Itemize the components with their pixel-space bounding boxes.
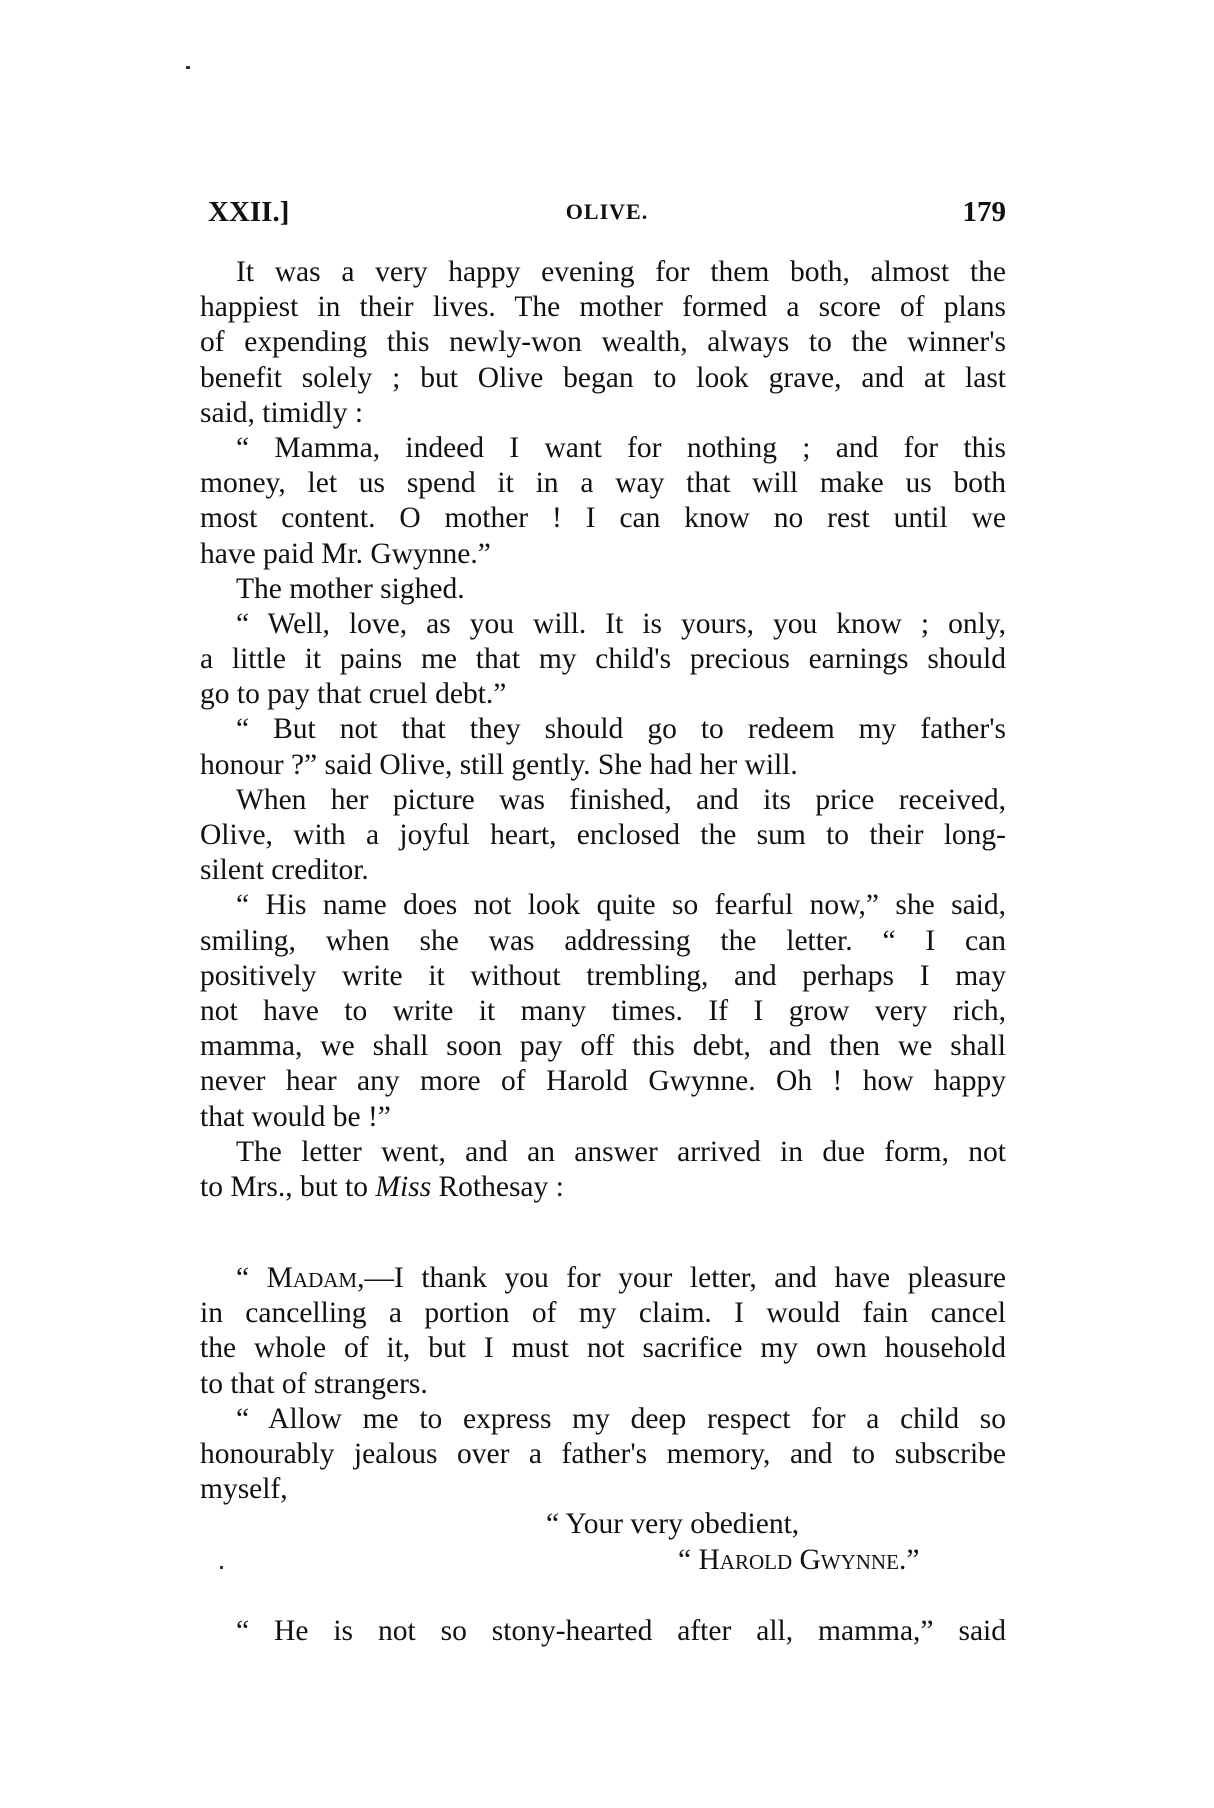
text-line: that would be !” bbox=[200, 1100, 391, 1133]
main-text bbox=[200, 255, 1006, 1205]
text-line: honourably jealous over a father's memory, and to subscribe bbox=[200, 1438, 1006, 1470]
text-line: money, let us spend it in a way that will make us both bbox=[200, 467, 1006, 500]
chapter-number: XXII.] bbox=[208, 196, 290, 228]
text-line: to Mrs., but to Miss Rothesay : bbox=[200, 1170, 564, 1203]
text-line: mamma, we shall soon pay off this debt, and then we shall bbox=[200, 1030, 1006, 1063]
text-line: silent creditor. bbox=[200, 854, 369, 887]
text-line: “ But not that they should go to redeem my father's bbox=[236, 713, 1006, 746]
text-line: smiling, when she was addressing the letter. “ I can bbox=[200, 924, 1006, 957]
text-line: The letter went, and an answer arrived in due form, not bbox=[236, 1135, 1006, 1168]
running-title: OLIVE. bbox=[565, 199, 649, 224]
text-line: “ His name does not look quite so fearful now,” she said, bbox=[236, 889, 1006, 922]
text-line: honour ?” said Olive, still gently. She had her will. bbox=[200, 748, 798, 781]
text-line: go to pay that cruel debt.” bbox=[200, 678, 507, 711]
text-line: of expending this newly-won wealth, always to the winner's bbox=[200, 326, 1006, 359]
text-line: in cancelling a portion of my claim. I would fain cancel bbox=[200, 1297, 1006, 1330]
spacer bbox=[200, 1205, 1006, 1261]
text-line: most content. O mother ! I can know no rest until we bbox=[200, 502, 1006, 535]
text-line: “ Mamma, indeed I want for nothing ; and for this bbox=[236, 431, 1006, 464]
margin-speck bbox=[186, 66, 190, 69]
text-line: “ Allow me to express my deep respect for a child so bbox=[236, 1402, 1006, 1435]
text-line: benefit solely ; but Olive began to look grave, and at last bbox=[200, 361, 1006, 394]
text-line: “ He is not so stony-hearted after all, mamma,” said bbox=[236, 1614, 1006, 1647]
letter-closing: “ Your very obedient, bbox=[546, 1508, 800, 1541]
running-header bbox=[208, 196, 1006, 236]
text-line: “ Madam,—I thank you for your letter, and have pleasure bbox=[236, 1262, 1006, 1295]
letter-signature: “ Harold Gwynne.” bbox=[678, 1543, 920, 1576]
page-body bbox=[200, 255, 1006, 1649]
text-line: positively write it without trembling, and perhaps I may bbox=[200, 959, 1006, 992]
text-line: happiest in their lives. The mother formed a score of plans bbox=[200, 291, 1006, 324]
text-line: said, timidly : bbox=[200, 396, 364, 429]
text-line: myself, bbox=[200, 1473, 288, 1506]
text-line: never hear any more of Harold Gwynne. Oh ! how happy bbox=[200, 1065, 1006, 1098]
text-line: the whole of it, but I must not sacrifice my own household bbox=[200, 1332, 1006, 1365]
text-line: “ Well, love, as you will. It is yours, you know ; only, bbox=[236, 607, 1006, 640]
text-line: It was a very happy evening for them both, almost the bbox=[236, 256, 1006, 288]
text-line: a little it pains me that my child's precious earnings should bbox=[200, 643, 1006, 676]
text-line: have paid Mr. Gwynne.” bbox=[200, 537, 491, 570]
text-line: The mother sighed. bbox=[236, 572, 465, 605]
letter-text bbox=[200, 1261, 1006, 1507]
text-line: to that of strangers. bbox=[200, 1367, 428, 1400]
text-line: When her picture was finished, and its price received, bbox=[236, 783, 1006, 816]
text-line: Olive, with a joyful heart, enclosed the sum to their long- bbox=[200, 819, 1006, 851]
page-number: 179 bbox=[962, 196, 1006, 228]
spacer bbox=[200, 1578, 1006, 1614]
text-line: not have to write it many times. If I grow very rich, bbox=[200, 994, 1006, 1027]
